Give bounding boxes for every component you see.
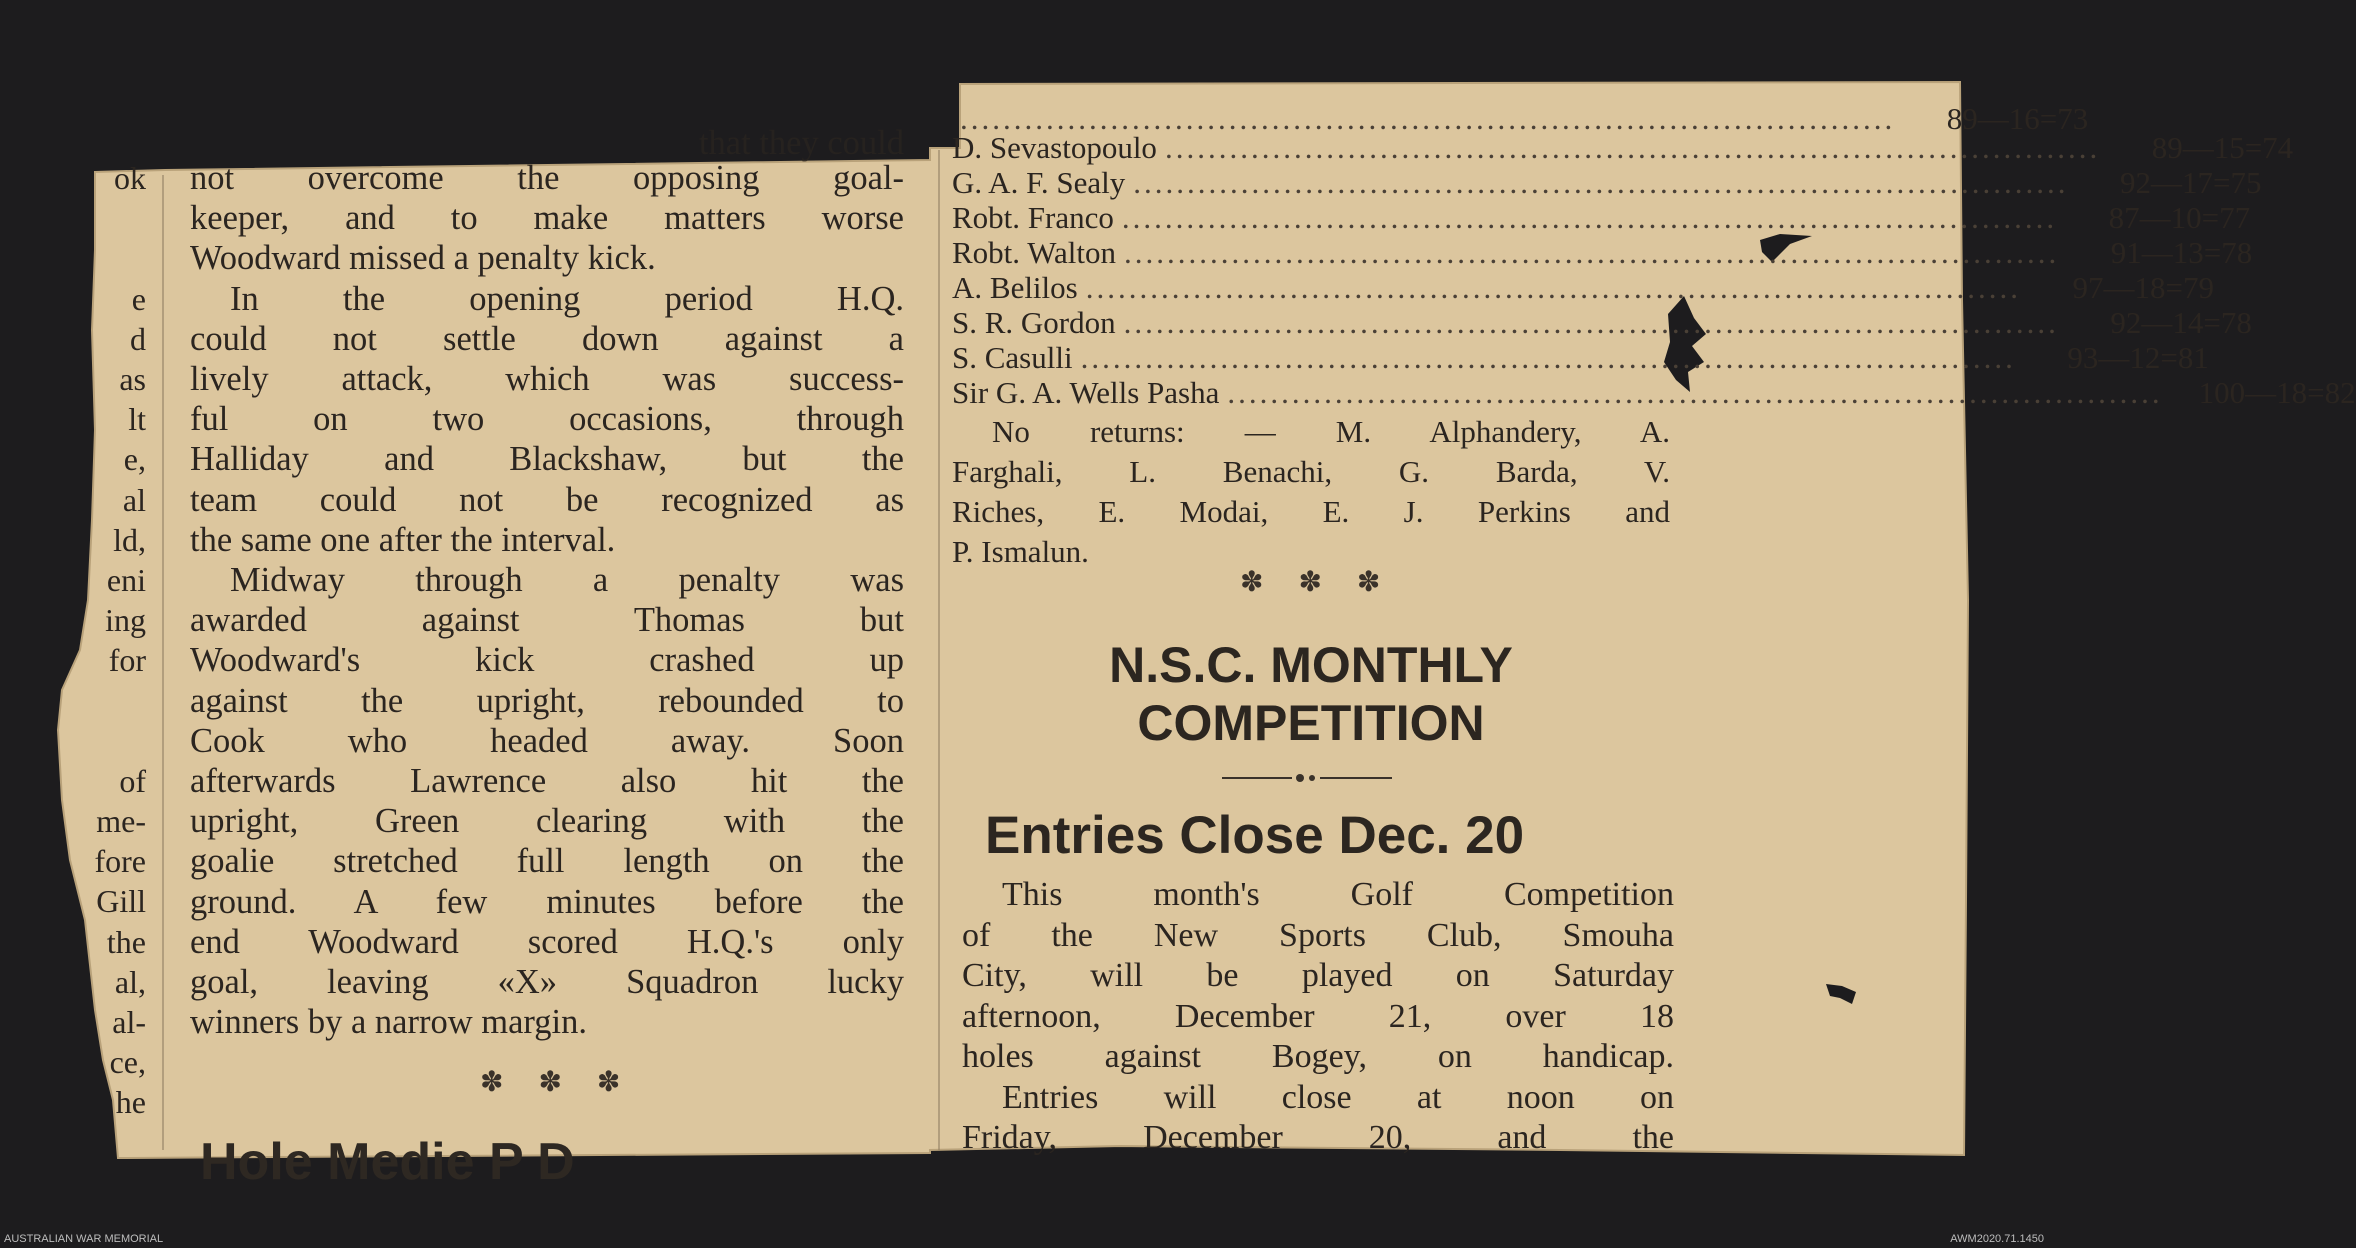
body-line: of the New Sports Club, Smouha <box>962 916 1674 954</box>
body-line: City, will be played on Saturday <box>962 957 1674 994</box>
article-line: ground. A few minutes before the <box>190 882 904 921</box>
article-line: against the upright, rebounded to <box>190 681 904 720</box>
fragment-line <box>72 198 146 238</box>
player-score: 87—10=77 <box>2108 200 2251 235</box>
body-line: Friday, December 20, and the <box>962 1119 1674 1156</box>
player-score: 93—12=81 <box>2067 340 2209 375</box>
leader-dots <box>960 108 1895 130</box>
player-score: 97—18=79 <box>2072 270 2214 305</box>
article-line: lively attack, which was success- <box>190 360 904 399</box>
article-line: In the opening period H.Q. <box>230 279 904 318</box>
player-score: 100—18=82 <box>2198 375 2356 410</box>
next-headline-cut: Hole Medie P D <box>200 1133 575 1191</box>
headline <box>952 636 1670 752</box>
player-score: 92—17=75 <box>2119 165 2262 200</box>
no-returns-line: P. Ismalun. <box>952 534 1089 569</box>
left-edge-fragments <box>72 158 146 1123</box>
player-name <box>952 108 960 130</box>
no-returns-line: Farghali, L. Benachi, G. Barda, V. <box>952 454 1670 489</box>
separator-stars-2: ✽ ✽ ✽ <box>1240 567 1395 598</box>
player-name: D. Sevastopoulo <box>952 130 1157 165</box>
no-returns <box>952 412 1670 572</box>
leader-dots <box>1133 165 2068 200</box>
footer-credit: AUSTRALIAN WAR MEMORIAL <box>4 1233 164 1245</box>
fragment-line <box>72 680 146 720</box>
fragment-line: d <box>130 320 146 357</box>
score-row <box>952 305 2252 340</box>
fragment-line: he <box>115 1084 146 1121</box>
player-name: Robt. Walton <box>952 235 1116 270</box>
fragment-line: ld, <box>113 521 146 558</box>
fragment-line: ok <box>114 160 146 196</box>
body-line: afternoon, December 21, over 18 <box>962 997 1674 1035</box>
player-name: Sir G. A. Wells Pasha <box>952 375 1220 410</box>
article-line: upright, Green clearing with the <box>190 802 904 841</box>
body-line: holes against Bogey, on handicap. <box>962 1038 1674 1075</box>
cut-top-line: that they could <box>698 124 904 162</box>
leader-dots <box>1081 340 2016 375</box>
fragment-line: the <box>106 923 146 960</box>
score-row <box>952 130 2294 165</box>
body-line: Entries will close at noon on <box>1002 1078 1674 1116</box>
player-name: S. R. Gordon <box>952 305 1116 340</box>
left-article <box>190 124 904 1042</box>
leader-dots <box>1124 305 2059 340</box>
column-rule-middle <box>938 150 940 1150</box>
fragment-line: al, <box>114 963 146 1000</box>
footer-accession: AWM2020.71.1450 <box>1950 1233 2044 1245</box>
fragment-line: al- <box>112 1003 146 1040</box>
fragment-line: as <box>119 360 146 397</box>
score-row <box>952 200 2251 235</box>
article-line: team could not be recognized as <box>190 480 904 519</box>
article-line: awarded against Thomas but <box>190 601 904 640</box>
fragment-line: ce, <box>109 1044 146 1081</box>
fragment-line: fore <box>94 843 146 880</box>
article-line: Halliday and Blackshaw, but the <box>190 440 904 479</box>
score-row <box>952 101 2089 136</box>
headline-line-1: N.S.C. MONTHLY <box>1109 637 1513 693</box>
article-line: keeper, and to make matters worse <box>190 199 904 238</box>
headline-ornament <box>1222 771 1392 785</box>
player-name: Robt. Franco <box>952 200 1114 235</box>
fragment-line: of <box>119 762 146 799</box>
player-score: 89—15=74 <box>2151 130 2294 165</box>
article-line: winners by a narrow margin. <box>190 1003 587 1042</box>
body-line: This month's Golf Competition <box>1002 876 1674 913</box>
fragment-line: for <box>108 642 146 679</box>
fragment-line: e <box>131 280 146 317</box>
article-line: the same one after the interval. <box>190 520 616 559</box>
leader-dots <box>1227 375 2162 410</box>
article-body <box>962 875 1674 1159</box>
article-line: Midway through a penalty was <box>230 561 904 600</box>
leader-dots <box>1165 130 2100 165</box>
leader-dots <box>1122 200 2057 235</box>
subheadline: Entries Close Dec. 20 <box>985 806 1525 865</box>
fragment-line: lt <box>128 401 146 438</box>
article-line: end Woodward scored H.Q.'s only <box>190 922 904 961</box>
player-score: 89—16=73 <box>1946 101 2089 136</box>
player-score: 92—14=78 <box>2110 305 2252 340</box>
leader-dots <box>1124 235 2059 270</box>
fragment-line <box>72 238 146 278</box>
player-name: A. Belilos <box>952 270 1078 305</box>
leader-dots <box>1086 270 2021 305</box>
player-score: 91—13=78 <box>2110 235 2253 270</box>
headline-line-2: COMPETITION <box>1137 695 1485 751</box>
score-list <box>952 101 2356 410</box>
article-line: Woodward missed a penalty kick. <box>190 239 656 278</box>
score-row <box>952 270 2214 305</box>
article-line: goalie stretched full length on the <box>190 842 904 881</box>
article-line: Cook who headed away. Soon <box>190 721 904 760</box>
player-name: G. A. F. Sealy <box>952 165 1126 200</box>
fragment-line: al <box>122 481 146 518</box>
fragment-line: Gill <box>96 883 146 920</box>
article-line: ful on two occasions, through <box>190 400 904 439</box>
article-line: afterwards Lawrence also hit the <box>190 762 904 801</box>
article-line: could not settle down against a <box>190 319 904 358</box>
article-line: not overcome the opposing goal- <box>190 159 904 197</box>
fragment-line: ing <box>105 602 146 639</box>
score-row <box>952 375 2356 410</box>
player-name: S. Casulli <box>952 340 1073 375</box>
separator-stars: ✽ ✽ ✽ <box>480 1067 635 1098</box>
column-rule-left <box>162 175 164 1150</box>
fragment-line: e, <box>123 441 146 478</box>
score-row <box>952 165 2262 200</box>
score-row <box>952 235 2253 270</box>
fragment-line: me- <box>96 803 146 839</box>
fragment-line <box>72 721 146 761</box>
no-returns-line: Riches, E. Modai, E. J. Perkins and <box>952 494 1670 529</box>
score-row <box>952 340 2209 375</box>
article-line: Woodward's kick crashed up <box>190 641 904 680</box>
score-column <box>952 101 2356 572</box>
no-returns-line: No returns: — M. Alphandery, A. <box>992 414 1670 449</box>
article-line: goal, leaving «X» Squadron lucky <box>190 963 904 1002</box>
fragment-line: eni <box>106 561 146 598</box>
